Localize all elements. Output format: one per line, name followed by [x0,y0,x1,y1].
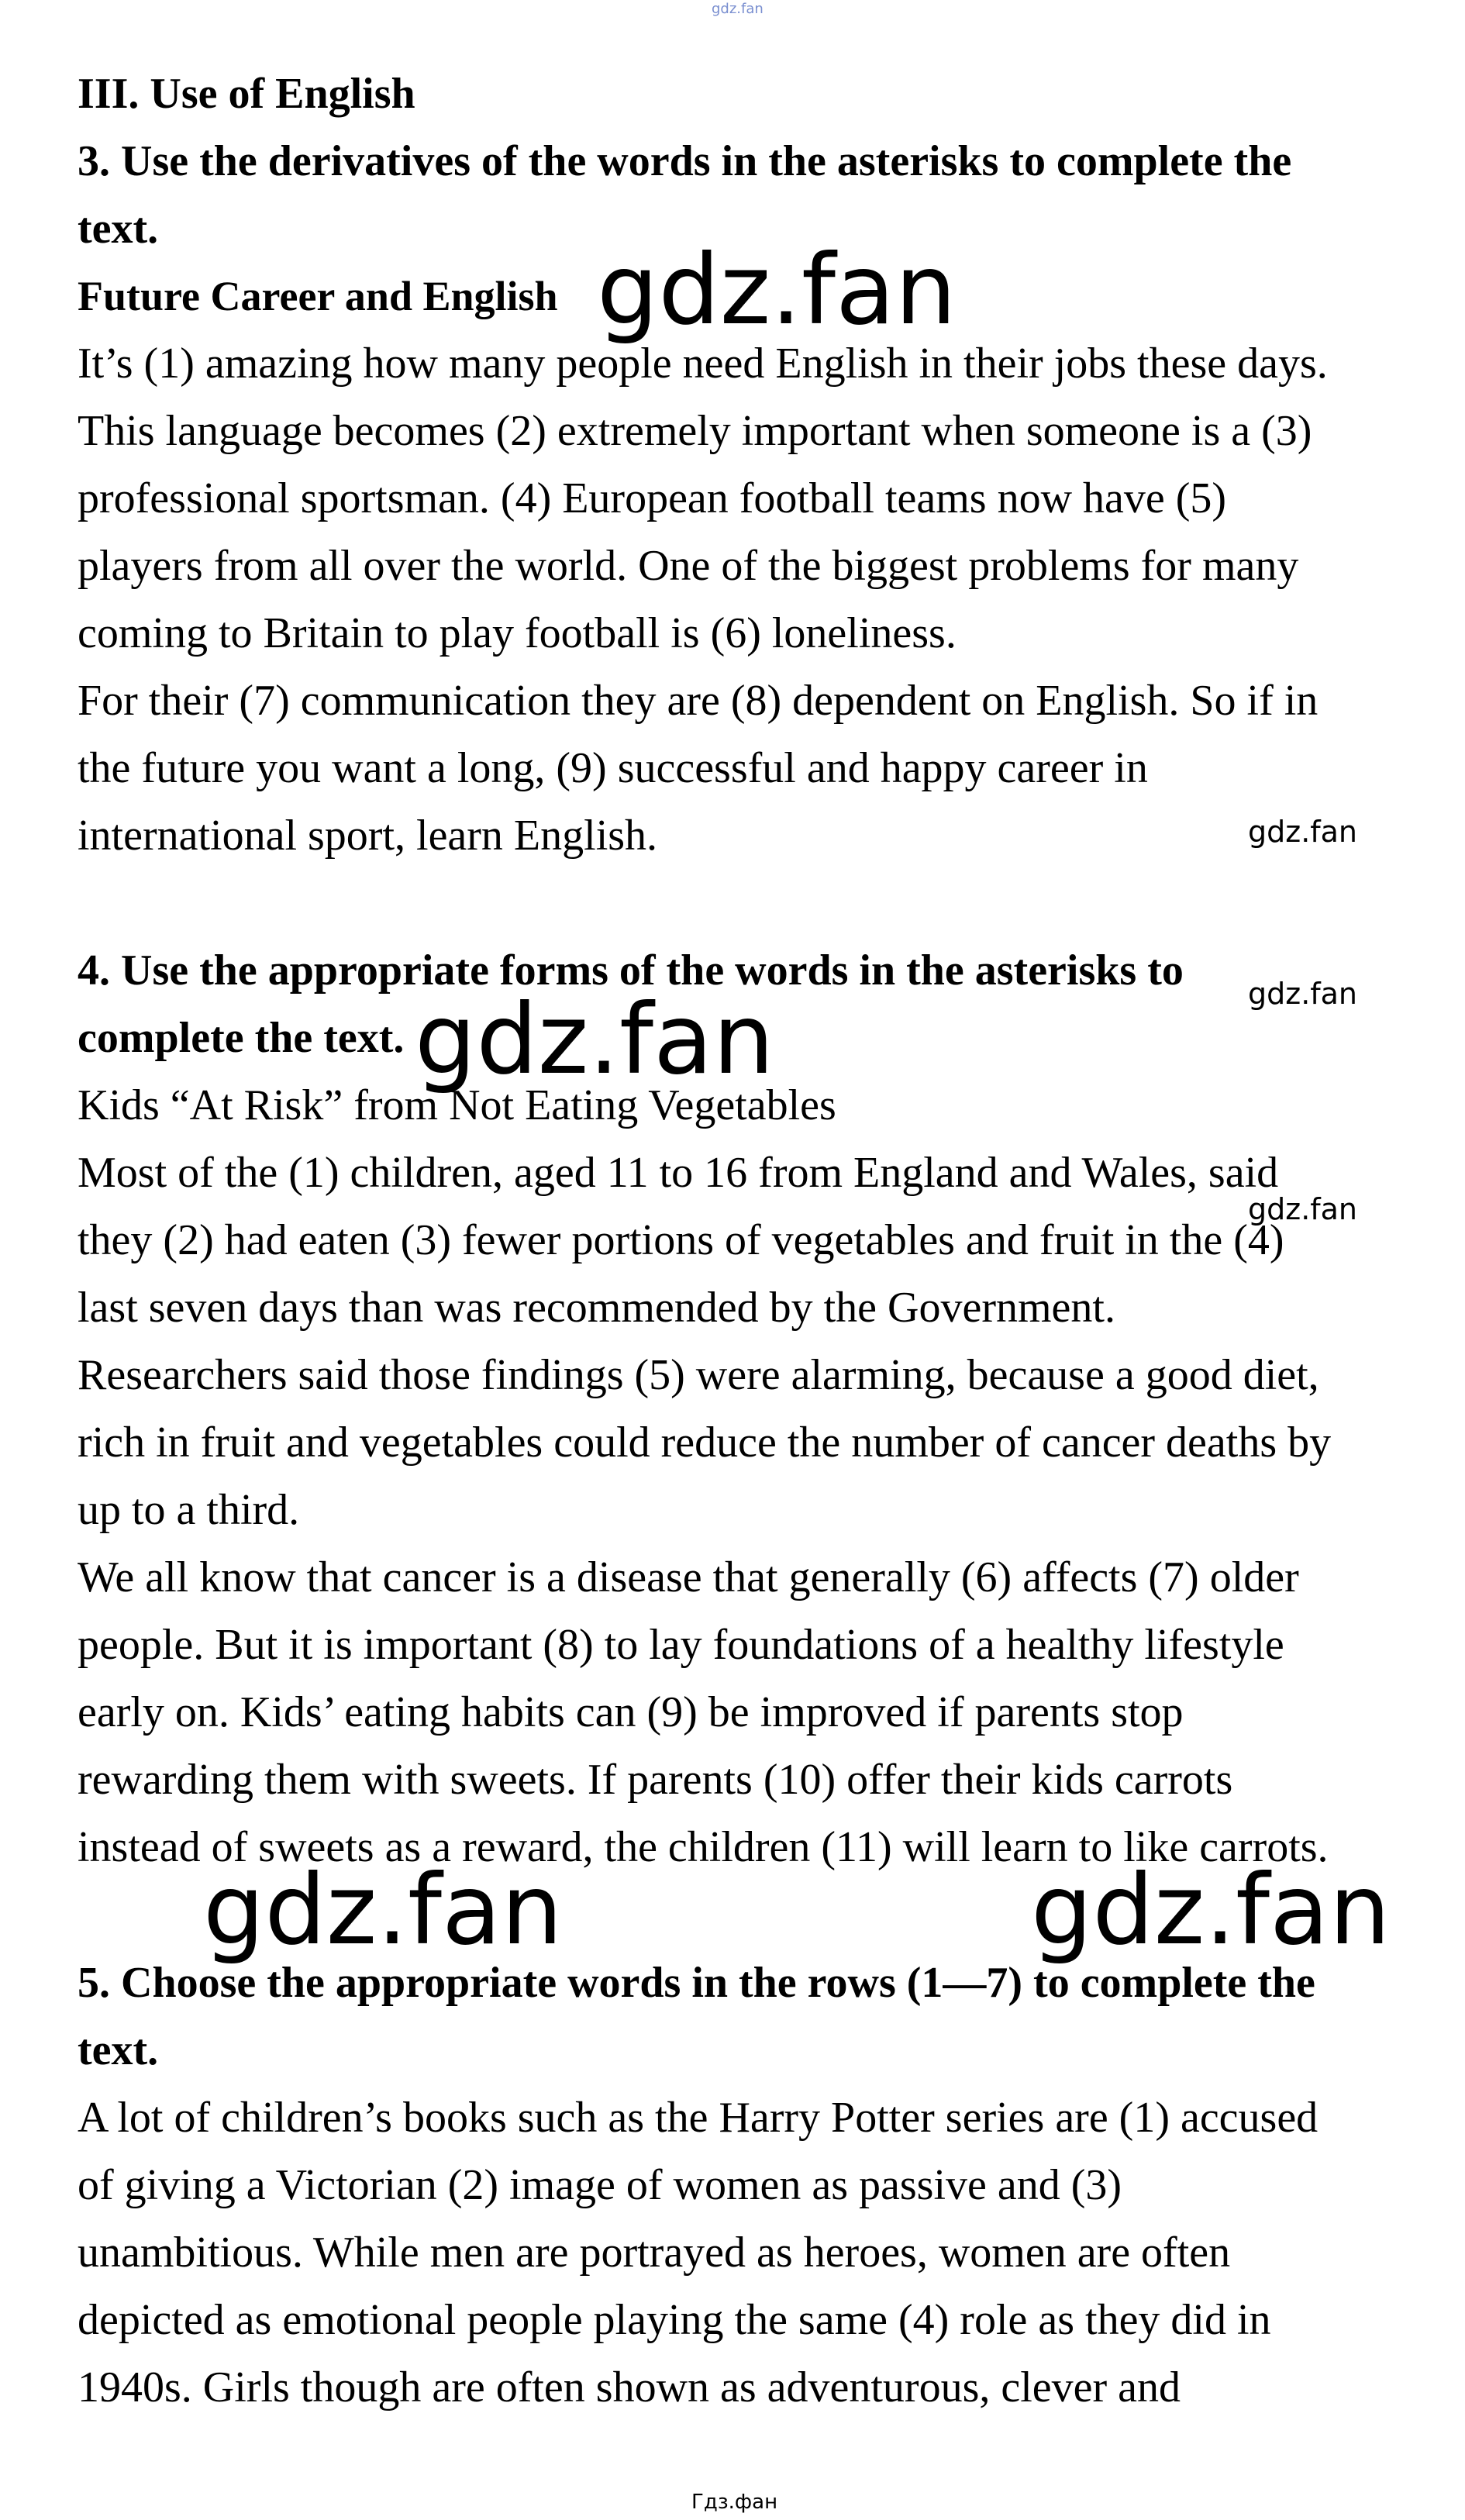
task4-line: they (2) had eaten (3) fewer portions of vegetables and fruit in the (4) [78,1216,1284,1264]
task4-line: Most of the (1) children, aged 11 to 16 from England and Wales, said [78,1149,1279,1197]
task3-line: coming to Britain to play football is (6) loneliness. [78,609,957,657]
task4-line: early on. Kids’ eating habits can (9) be improved if parents stop [78,1688,1184,1736]
task4-line: We all know that cancer is a disease that generally (6) affects (7) older [78,1553,1299,1601]
watermark: gdz.fan [1248,977,1358,1011]
task5-line: unambitious. While men are portrayed as heroes, women are often [78,2229,1231,2277]
task4-line: Researchers said those findings (5) were alarming, because a good diet, [78,1351,1319,1399]
task3-line: This language becomes (2) extremely important when someone is a (3) [78,407,1312,455]
watermark: gdz.fan [1031,1854,1391,1967]
task3-title: Future Career and English [78,273,558,319]
task4-instruction: 4. Use the appropriate forms of the words in the asterisks to [78,946,1184,995]
watermark: gdz.fan [597,234,957,346]
task3-instruction-cont: text. [78,205,159,253]
task3-line: players from all over the world. One of the biggest problems for many [78,542,1299,590]
task4-title: Kids “At Risk” from Not Eating Vegetables [78,1081,836,1129]
footer-watermark: Гдз.фан [691,2491,778,2514]
task3-line: It’s (1) amazing how many people need English in their jobs these days. [78,340,1328,388]
task3-line: the future you want a long, (9) successful and happy career in [78,744,1148,792]
task3-line: international sport, learn English. [78,812,658,860]
watermark: gdz.fan [415,984,774,1096]
task5-instruction-cont: text. [78,2026,159,2074]
header-watermark: gdz.fan [712,1,764,17]
task4-line: last seven days than was recommended by the Government. [78,1284,1115,1332]
task5-line: of giving a Victorian (2) image of women as passive and (3) [78,2161,1122,2209]
task4-line: people. But it is important (8) to lay foundations of a healthy lifestyle [78,1621,1284,1669]
task5-line: depicted as emotional people playing the same (4) role as they did in [78,2296,1271,2344]
task5-instruction: 5. Choose the appropriate words in the rows (1—7) to complete the [78,1959,1315,2007]
section-title: III. Use of English [78,70,415,118]
task4-line: rewarding them with sweets. If parents (10) offer their kids carrots [78,1756,1233,1804]
watermark: gdz.fan [1248,1192,1358,1226]
watermark: gdz.fan [203,1854,563,1967]
task4-instruction-cont: complete the text. [78,1014,405,1062]
task3-line: professional sportsman. (4) European football teams now have (5) [78,474,1227,522]
task3-instruction: 3. Use the derivatives of the words in the asterisks to complete the [78,137,1292,185]
task4-line: up to a third. [78,1486,300,1534]
task4-line: rich in fruit and vegetables could reduce the number of cancer deaths by [78,1419,1332,1467]
task5-line: 1940s. Girls though are often shown as adventurous, clever and [78,2363,1181,2411]
task4-line: instead of sweets as a reward, the children (11) will learn to like carrots. [78,1823,1329,1871]
task3-line: For their (7) communication they are (8) dependent on English. So if in [78,677,1318,725]
watermark: gdz.fan [1248,815,1358,849]
task5-line: A lot of children’s books such as the Harry Potter series are (1) accused [78,2094,1318,2142]
